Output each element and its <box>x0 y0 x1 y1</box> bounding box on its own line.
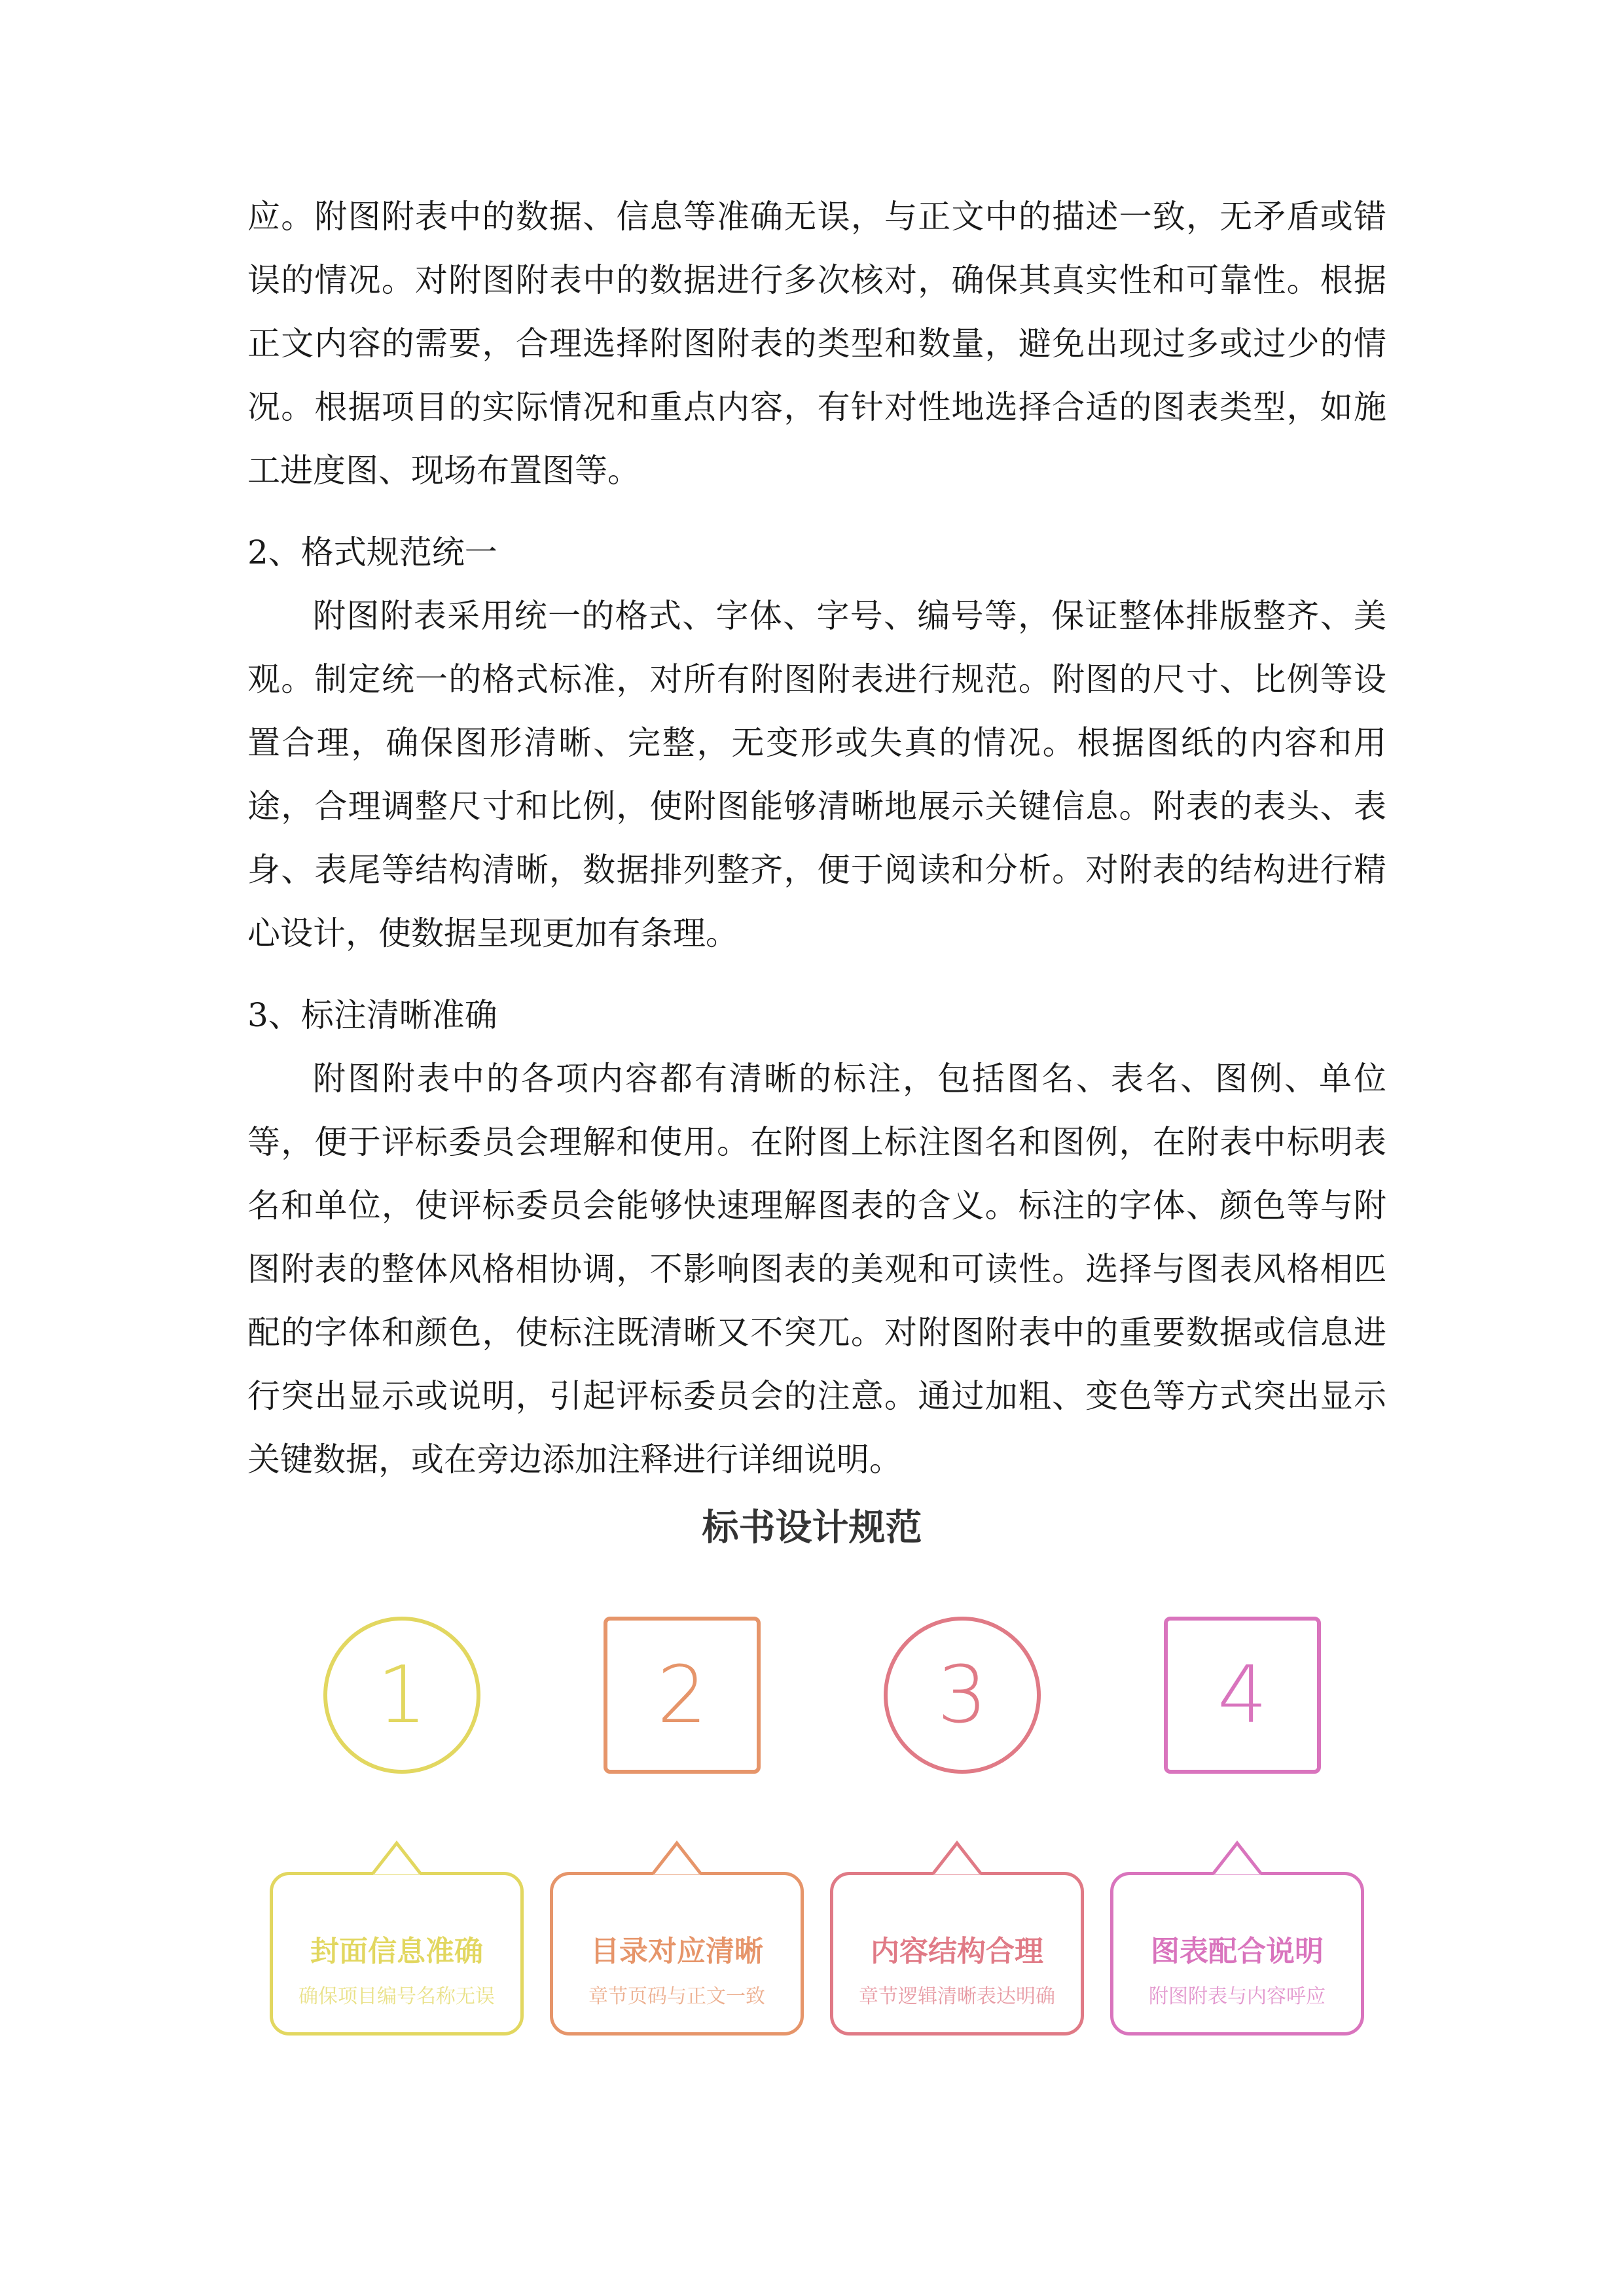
number-square: 4 <box>1164 1617 1321 1774</box>
card-4 <box>1110 1617 1364 2036</box>
card-box <box>270 1872 524 2036</box>
number-circle: 3 <box>884 1617 1041 1774</box>
card-subtitle: 章节页码与正文一致 <box>588 1985 765 2008</box>
card-box <box>1110 1872 1364 2036</box>
card-subtitle: 章节逻辑清晰表达明确 <box>859 1985 1055 2008</box>
card-2 <box>550 1617 804 2036</box>
pointer-notch-icon <box>931 1826 983 1878</box>
figure-title: 标书设计规范 <box>702 1507 922 1549</box>
paragraph-annotation: 附图附表中的各项内容都有清晰的标注，包括图名、表名、图例、单位等，便于评标委员会理解和使用。在附图上标注图名和图例，在附表中标明表名和单位，使评标委员会能够快速理解图表的含义。标注的字体、颜色等与附图附表的整体风格相协调，不影响图表的美观和可读性。选择与图表风格相匹配的字体和颜色，使标注既清晰又不突兀。对附图附表中的重要数据或信息进行突出显示或说明，引起评标委员会的注意。通过加粗、变色等方式突出显示关键数据，或在旁边添加注释进行详细说明。 <box>247 1060 1386 1479</box>
card-title: 内容结构合理 <box>871 1935 1043 1968</box>
card-3 <box>830 1617 1084 2036</box>
card-subtitle: 确保项目编号名称无误 <box>298 1985 495 2008</box>
card-title: 封面信息准确 <box>310 1935 483 1968</box>
card-title: 图表配合说明 <box>1151 1935 1324 1968</box>
card-title: 目录对应清晰 <box>590 1935 763 1968</box>
pointer-notch-icon <box>651 1826 703 1878</box>
section-heading-3: 3、标注清晰准确 <box>247 996 497 1034</box>
pointer-notch-icon <box>1211 1826 1263 1878</box>
number-circle: 1 <box>323 1617 480 1774</box>
card-1 <box>270 1617 524 2036</box>
paragraph-format: 附图附表采用统一的格式、字体、字号、编号等，保证整体排版整齐、美观。制定统一的格式标准，对所有附图附表进行规范。附图的尺寸、比例等设置合理，确保图形清晰、完整，无变形或失真的情况。根据图纸的内容和用途，合理调整尺寸和比例，使附图能够清晰地展示关键信息。附表的表头、表身、表尾等结构清晰，数据排列整齐，便于阅读和分析。对附表的结构进行精心设计，使数据呈现更加有条理。 <box>247 597 1386 952</box>
card-box <box>550 1872 804 2036</box>
section-heading-2: 2、格式规范统一 <box>247 533 497 571</box>
body-text <box>247 185 1386 1492</box>
number-square: 2 <box>604 1617 761 1774</box>
card-subtitle: 附图附表与内容呼应 <box>1149 1985 1326 2008</box>
pointer-notch-icon <box>370 1826 423 1878</box>
card-box <box>830 1872 1084 2036</box>
paragraph-continuation: 应。附图附表中的数据、信息等准确无误，与正文中的描述一致，无矛盾或错误的情况。对附图附表中的数据进行多次核对，确保其真实性和可靠性。根据正文内容的需要，合理选择附图附表的类型和数量，避免出现过多或过少的情况。根据项目的实际情况和重点内容，有针对性地选择合适的图表类型，如施工进度图、现场布置图等。 <box>247 198 1386 490</box>
